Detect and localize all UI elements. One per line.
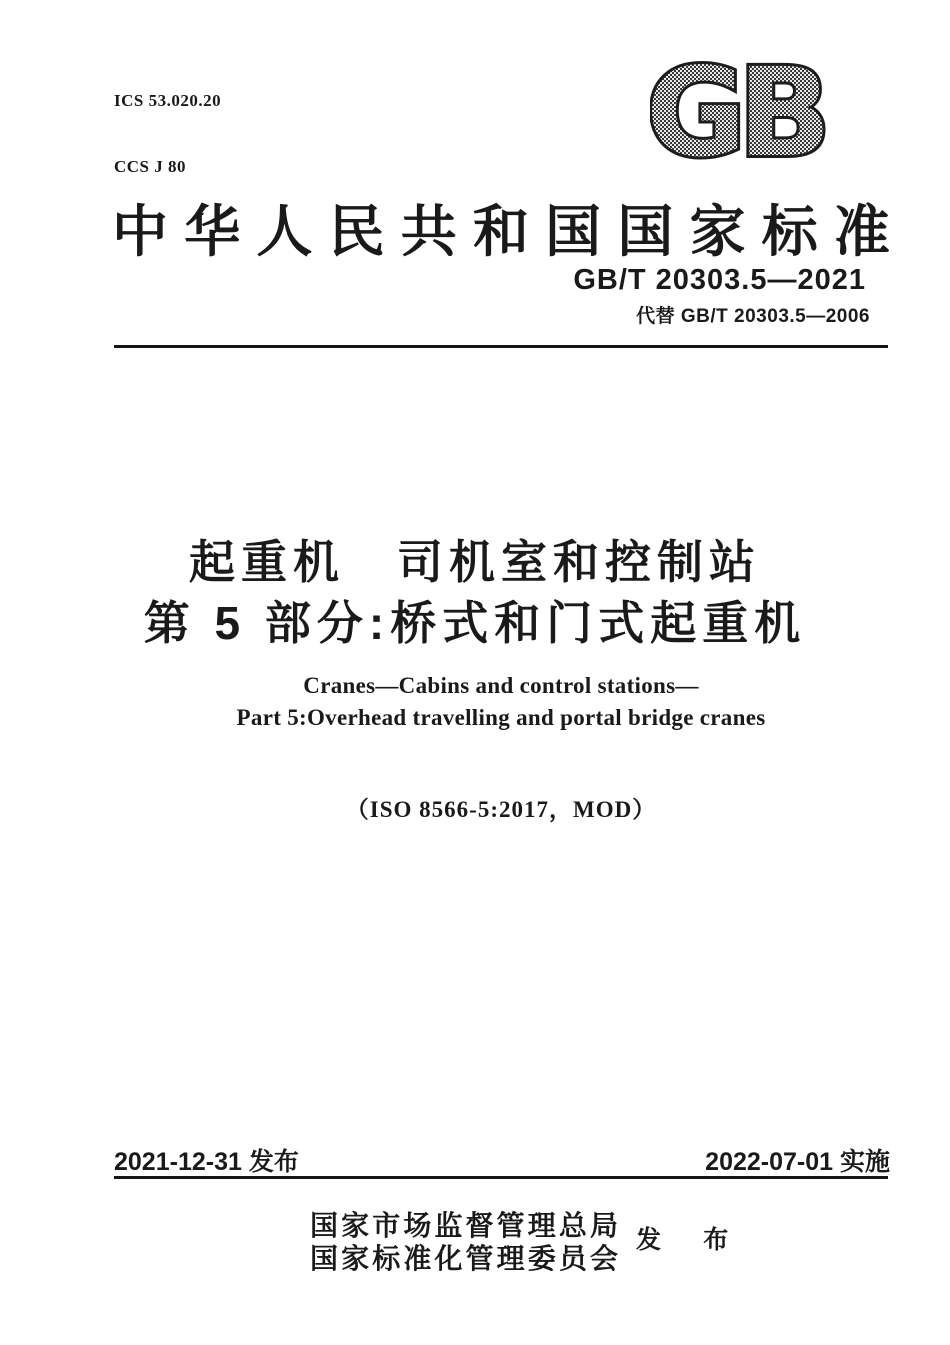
publisher-line2: 国 家 标 准 化 管 理 委 员 会: [310, 1244, 618, 1275]
top-divider: [114, 345, 888, 348]
gb-logo-text: GB: [650, 54, 824, 162]
title-chinese-line2: 第 5 部分:桥式和门式起重机: [143, 597, 807, 649]
ccs-code: CCS J 80: [114, 157, 187, 176]
iso-reference: （ISO 8566-5:2017，MOD）: [345, 797, 657, 822]
title-english-line1: Cranes—Cabins and control stations—: [303, 673, 699, 698]
national-standard-heading: 中 华 人 民 共 和 国 国 家 标 准: [112, 202, 890, 264]
ics-code: ICS 53.020.20: [114, 91, 222, 110]
gb-logo-icon: [650, 54, 845, 162]
publisher-line1: 国 家 市 场 监 督 管 理 总 局: [310, 1211, 618, 1242]
date-row: [114, 1142, 890, 1178]
replaces-note: 代替 GB/T 20303.5—2006: [636, 306, 870, 327]
title-english-line2: Part 5:Overhead travelling and portal bridge cranes: [236, 705, 766, 730]
standard-number: GB/T 20303.5—2021: [573, 264, 866, 296]
implementation-date: 2022-07-01 实施: [705, 1148, 890, 1176]
bottom-divider: [114, 1176, 888, 1179]
publish-label: 发 布: [636, 1227, 747, 1254]
title-chinese-line1: 起重机 司机室和控制站: [189, 536, 761, 588]
issue-date: 2021-12-31 发布: [114, 1148, 299, 1176]
